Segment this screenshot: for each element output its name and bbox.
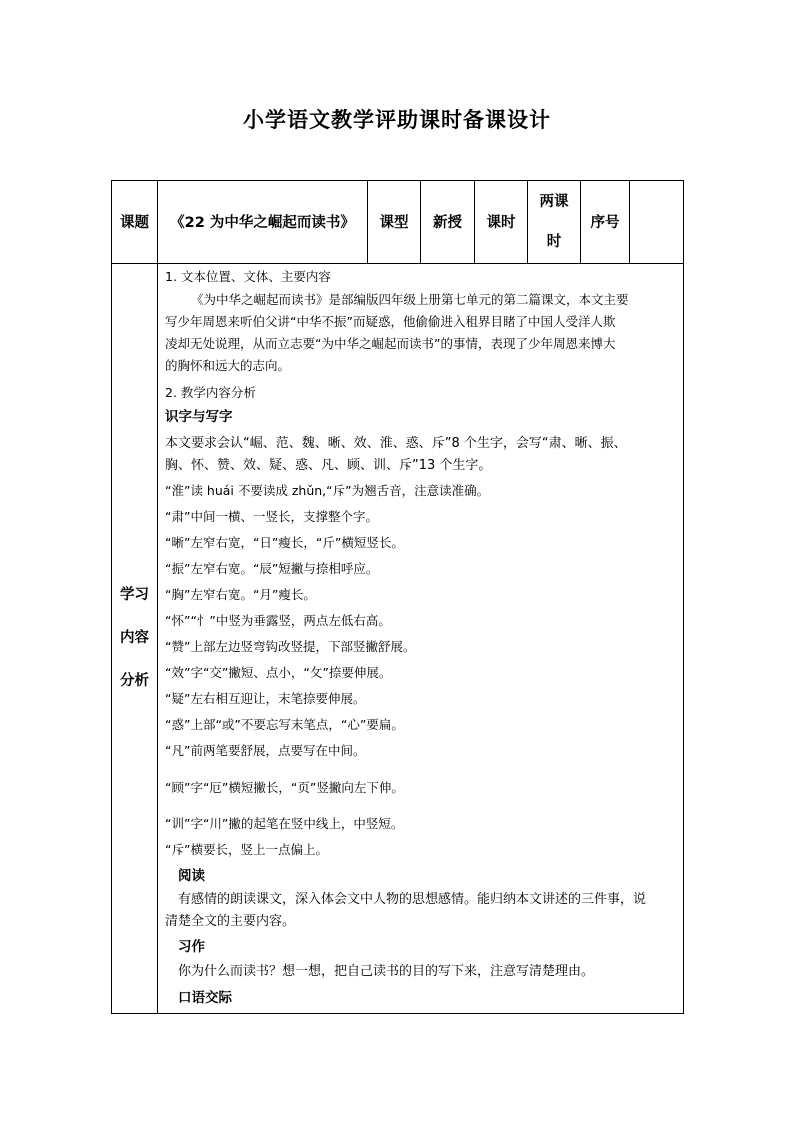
- character-note: “振”左窄右宽。“辰”短撇与捺相呼应。: [165, 561, 379, 576]
- character-note: “斥”横要长，竖上一点偏上。: [165, 842, 328, 857]
- character-note: “怀”“忄”中竖为垂露竖，两点左低右高。: [165, 613, 391, 628]
- table-border-right: [683, 180, 684, 1014]
- hours-value-line2: 时: [546, 233, 562, 250]
- hours-value: [528, 180, 580, 263]
- paragraph-reading-line: 有感情的朗读课文，深入体会文中人物的思想感情。能归纳本文讲述的三件事，说: [178, 892, 647, 907]
- heading-text-position: 1. 文本位置、文体、主要内容: [165, 269, 331, 284]
- type-label: 课型: [379, 215, 409, 231]
- character-note: “惑”上部“或”不要忘写末笔点，“心”要扁。: [165, 717, 404, 732]
- paragraph-writing: 你为什么而读书？想一想，把自己读书的目的写下来，注意写清楚理由。: [178, 964, 595, 979]
- character-note: “肃”中间一横、一竖长，支撑整个字。: [165, 509, 378, 524]
- paragraph-characters-line: 本文要求会认“崛、范、魏、晰、效、淮、惑、斥”8 个生字，会写“肃、晰、振、: [165, 436, 627, 451]
- section-label: [112, 264, 157, 1013]
- character-note: “赞”上部左边竖弯钩改竖提，下部竖撇舒展。: [165, 639, 416, 654]
- section-label-line1: 学习: [120, 587, 149, 603]
- section-label-line3: 分析: [120, 673, 149, 689]
- character-note: “疑”左右相互迎让，末笔捺要伸展。: [165, 691, 366, 706]
- serial-label: 序号: [590, 215, 620, 231]
- character-note: “淮”读 huái 不要读成 zhǔn,“斥”为翘舌音，注意读准确。: [165, 483, 490, 498]
- hours-label: 课时: [486, 215, 516, 231]
- topic-label: 课题: [120, 215, 149, 231]
- paragraph-summary-line: 写少年周恩来听伯父讲“中华不振”而疑惑，他偷偷进入租界目睹了中国人受洋人欺: [165, 314, 616, 329]
- character-note: “凡”前两笔要舒展，点要写在中间。: [165, 743, 366, 758]
- type-value: 新授: [433, 215, 462, 231]
- character-note: “效”字“交”撇短、点小，“攵”捺要伸展。: [165, 665, 392, 680]
- subheading-speaking: 口语交际: [178, 990, 232, 1006]
- character-note: “训”字“川”撇的起笔在竖中线上，中竖短。: [165, 816, 404, 831]
- paragraph-reading-line: 清楚全文的主要内容。: [165, 914, 296, 929]
- topic-value: 《22 为中华之崛起而读书》: [170, 215, 355, 231]
- character-note: “晰”左窄右宽，“日”瘦长，“斤”横短竖长。: [165, 535, 404, 550]
- subheading-reading: 阅读: [178, 868, 205, 884]
- subheading-literacy: 识字与写字: [165, 409, 233, 425]
- hours-value-line1: 两课: [539, 193, 569, 210]
- subheading-writing: 习作: [178, 939, 205, 955]
- paragraph-characters-line: 胸、怀、赞、效、疑、惑、凡、顾、训、斥”13 个生字。: [165, 458, 492, 473]
- table-col-divider: [157, 180, 158, 1014]
- serial-value: [630, 180, 683, 263]
- table-border-bottom: [111, 1013, 684, 1014]
- paragraph-summary-line: 的胸怀和远大的志向。: [165, 358, 291, 373]
- section-label-line2: 内容: [120, 630, 149, 646]
- character-note: “胸”左窄右宽。“月”瘦长。: [165, 587, 316, 602]
- paragraph-summary-line: 《为中华之崛起而读书》是部编版四年级上册第七单元的第二篇课文，本文主要: [191, 292, 629, 307]
- table-row-divider: [111, 263, 684, 264]
- heading-content-analysis: 2. 教学内容分析: [165, 385, 256, 400]
- character-note: “顾”字“厄”横短撇长，“页”竖撇向左下伸。: [165, 780, 404, 795]
- paragraph-summary-line: 凌却无处说理，从而立志要“为中华之崛起而读书”的事情，表现了少年周恩来博大: [165, 336, 616, 351]
- page-title: 小学语文教学评助课时备课设计: [243, 107, 551, 132]
